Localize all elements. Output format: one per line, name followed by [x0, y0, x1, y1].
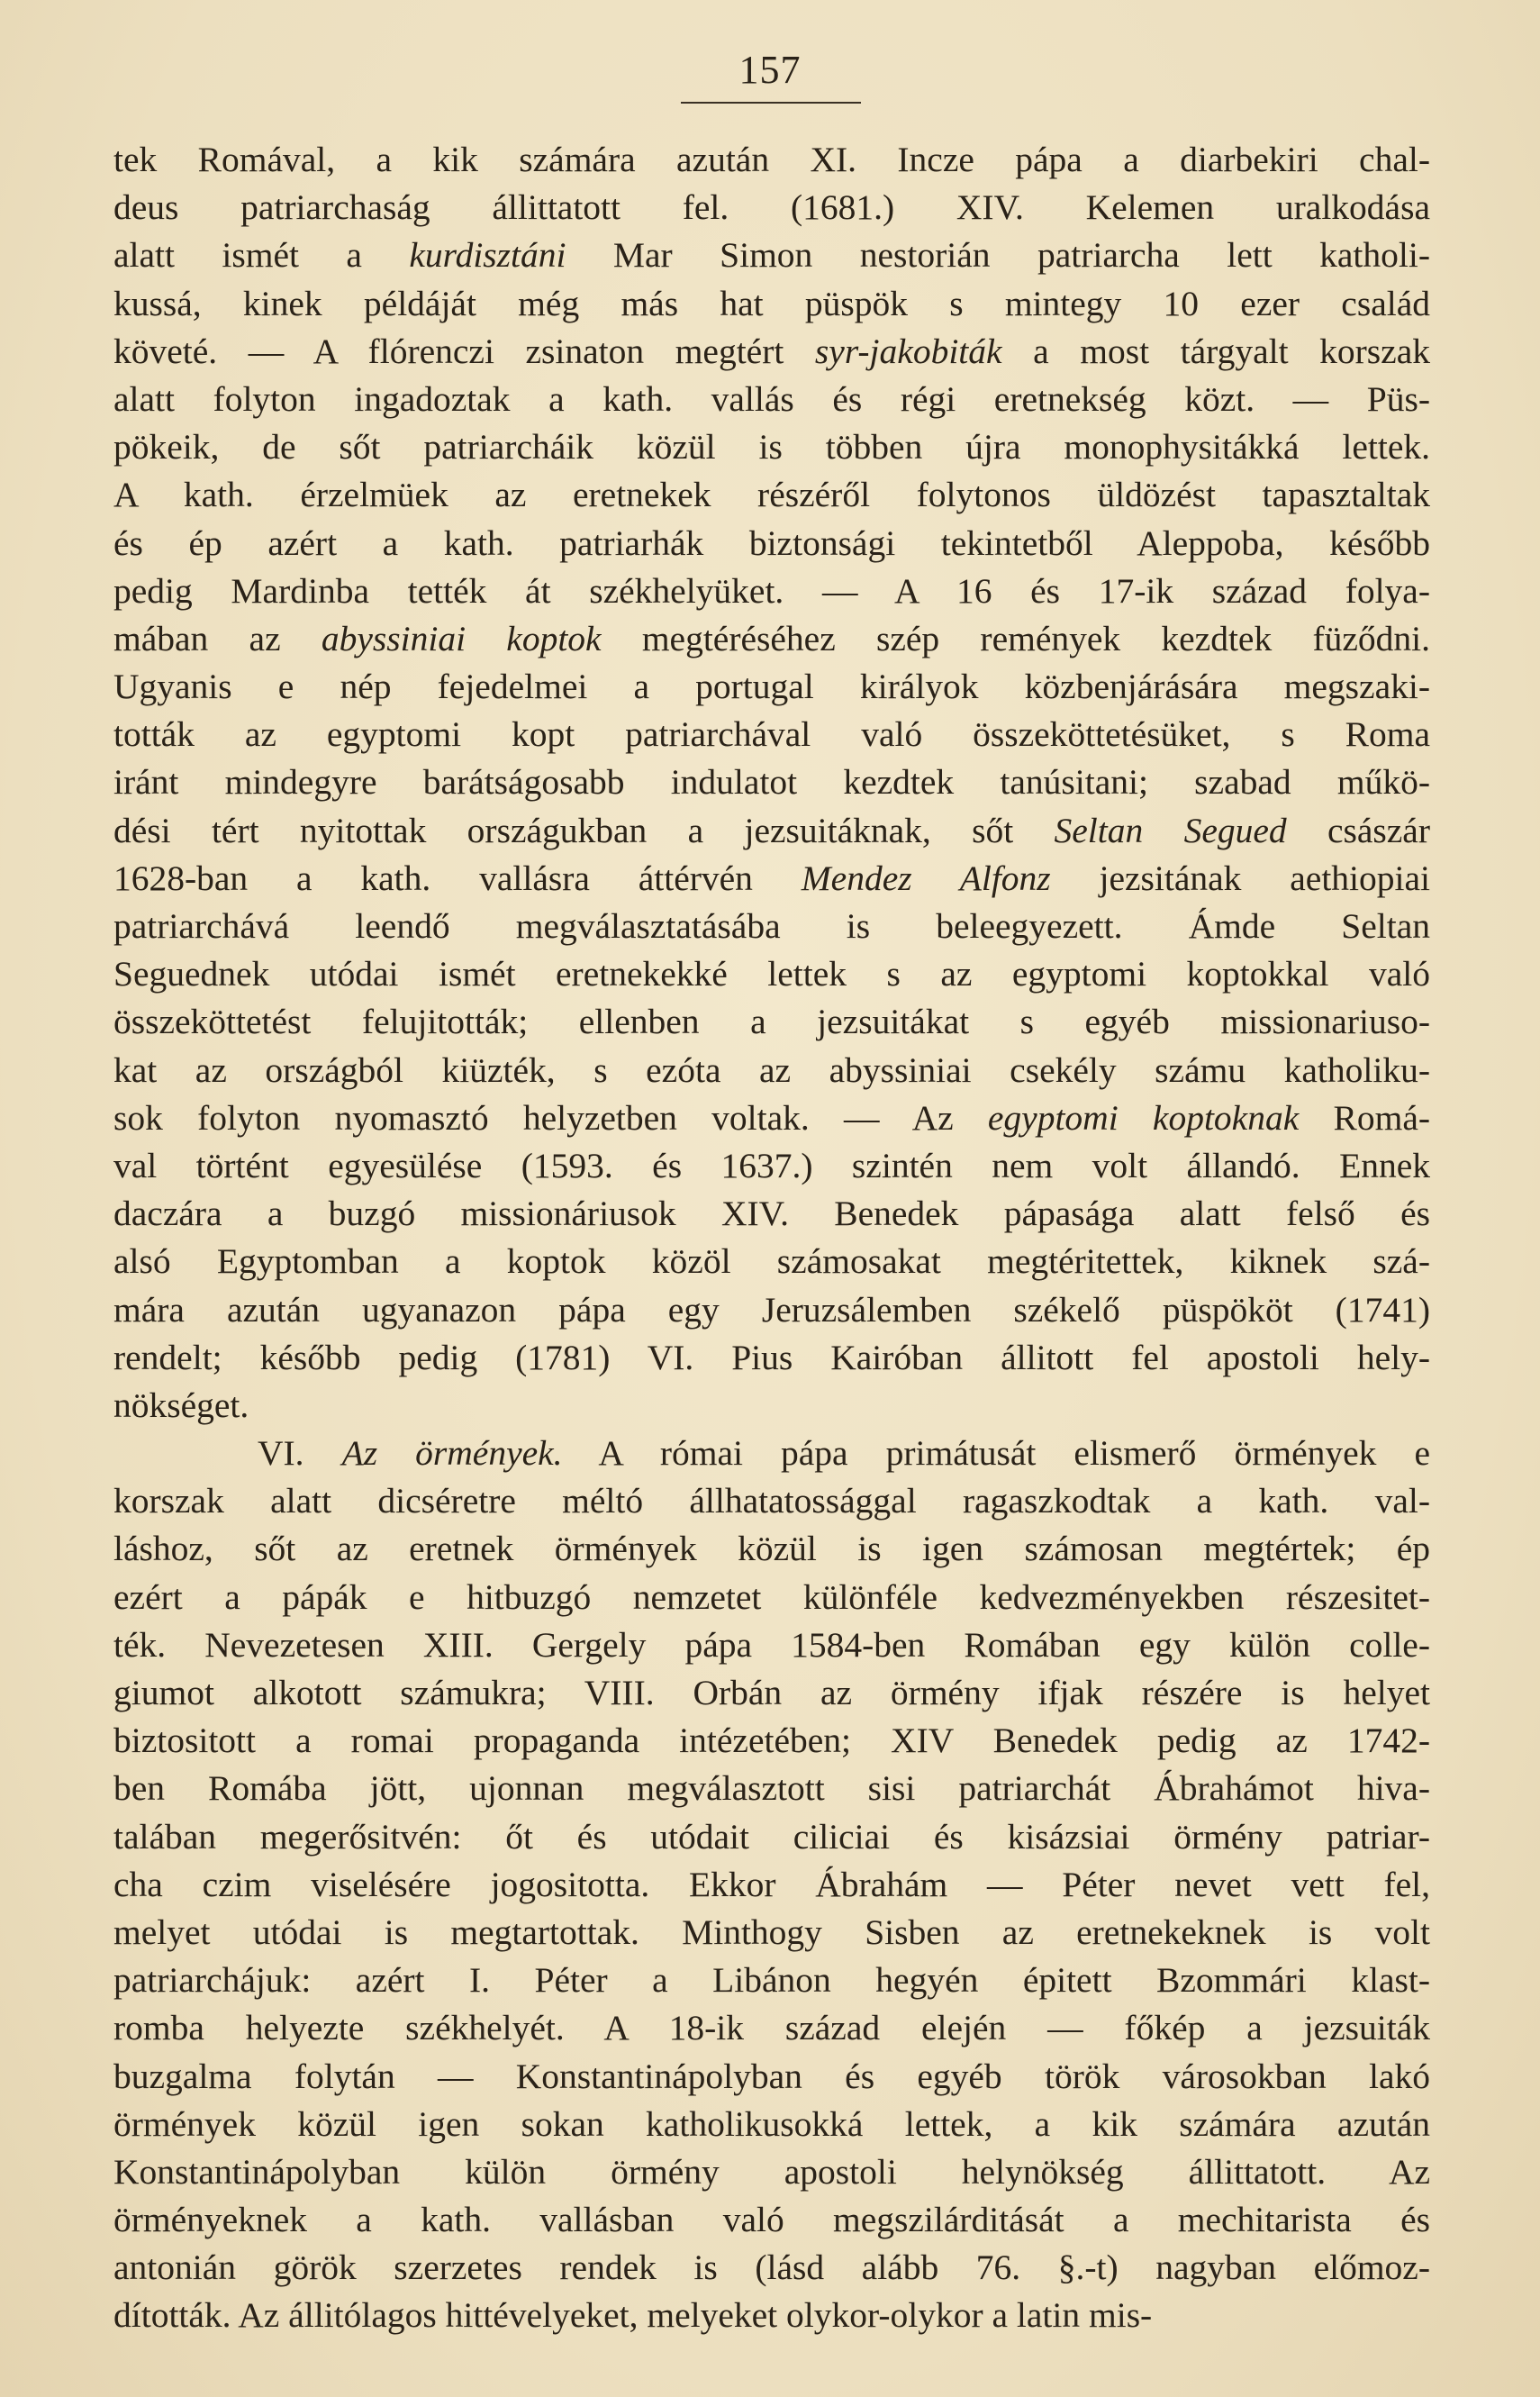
text-line [113, 471, 1430, 519]
italic-term: abyssiniai koptok [321, 618, 602, 658]
text-line [113, 1574, 1430, 1621]
text-line [113, 328, 1430, 376]
header-rule [681, 102, 861, 104]
text-line [113, 1957, 1430, 2004]
text-run: alsó Egyptomban a koptok közöl számosakat megtéritettek, kiknek szá- [113, 1241, 1430, 1282]
text-line [113, 1286, 1430, 1334]
text-run: pedig Mardinba tették át székhelyüket. — A 16 és 17-ik század folya- [113, 570, 1430, 611]
text-line [113, 1094, 1430, 1142]
text-run: korszak alatt dicséretre méltó állhatatossággal ragaszkodtak a kath. val- [113, 1481, 1430, 1521]
text-line [113, 136, 1430, 184]
text-line [113, 663, 1430, 711]
text-line [113, 2292, 1430, 2339]
text-run: kussá, kinek példáját még más hat püspök s mintegy 10 ezer család [113, 283, 1430, 323]
text-run: Mar Simon nestorián patriarcha lett katholi- [566, 235, 1430, 276]
text-run: antonián görök szerzetes rendek is (lásd alább 76. §.-t) nagyban előmoz- [113, 2247, 1430, 2288]
text-run: cha czim viselésére jogositotta. Ekkor Ábrahám — Péter nevet vett fel, [113, 1864, 1430, 1904]
text-run: összeköttetést felujitották; ellenben a jezsuitákat s egyéb missionariuso- [113, 1002, 1430, 1042]
text-line [113, 1669, 1430, 1717]
italic-term: egyptomi koptoknak [987, 1097, 1300, 1138]
text-run: láshoz, sőt az eretnek örmények közül is igen számosan megtértek; ép [113, 1529, 1430, 1569]
text-line [113, 1477, 1430, 1525]
text-line [113, 376, 1430, 423]
page-number: 157 [738, 48, 802, 92]
text-run: kat az országból kiüzték, s ezóta az abyssiniai csekély számu katholiku- [113, 1049, 1430, 1090]
text-line [113, 1525, 1430, 1573]
text-line [113, 711, 1430, 758]
text-run: Konstantinápolyban külön örmény apostoli helynökség állittatott. Az [113, 2151, 1430, 2192]
text-run: Ugyanis e nép fejedelmei a portugal királyok közbenjárására megszaki- [113, 667, 1430, 707]
italic-term: Seltan Segued [1054, 810, 1287, 850]
text-run: romba helyezte székhelyét. A 18-ik század elején — főkép a jezsuiták [113, 2008, 1430, 2048]
text-run: tották az egyptomi kopt patriarchával való összeköttetésüket, s Roma [113, 714, 1430, 755]
text-line [113, 998, 1430, 1046]
text-run: megtéréséhez szép remények kezdtek füződni. [601, 618, 1430, 658]
text-run: patriarchájuk: azért I. Péter a Libánon hegyén épitett Bzommári klast- [113, 1960, 1430, 2001]
text-run: nökséget. [113, 1385, 249, 1425]
text-run: jezsitának aethiopiai [1050, 858, 1430, 898]
text-run: iránt mindegyre barátságosabb indulatot kezdtek tanúsitani; szabad műkö- [113, 762, 1430, 803]
text-run: buzgalma folytán — Konstantinápolyban és egyéb török városokban lakó [113, 2056, 1430, 2096]
text-line [113, 2196, 1430, 2244]
text-run: örmények közül igen sokan katholikusokká lettek, a kik számára azután [113, 2103, 1430, 2144]
text-line [113, 2101, 1430, 2148]
text-line [113, 1430, 1430, 1477]
text-line [113, 903, 1430, 950]
text-line [113, 232, 1430, 279]
text-run: dították. Az állitólagos hittévelyeket, melyeket olykor-olykor a latin mis- [113, 2295, 1153, 2336]
text-run: ték. Nevezetesen XIII. Gergely pápa 1584-ben Romában egy külön colle- [113, 1624, 1430, 1665]
text-line [113, 1765, 1430, 1812]
text-line [113, 2053, 1430, 2101]
text-line [113, 855, 1430, 903]
text-run: Seguednek utódai ismét eretnekekké lettek s az egyptomi koptokkal való [113, 954, 1430, 994]
italic-term: syr-jakobiták [814, 331, 1002, 371]
text-run: alatt ismét a [113, 235, 410, 276]
text-line [113, 1190, 1430, 1238]
text-line [113, 280, 1430, 328]
text-line [113, 950, 1430, 998]
text-run: talában megerősitvén: őt és utódait ciliciai és kisázsiai örmény patriar- [113, 1816, 1430, 1857]
text-run: követé. — A flórenczi zsinaton megtért [113, 331, 815, 371]
text-line [113, 2148, 1430, 2196]
text-line [113, 1334, 1430, 1382]
text-run: deus patriarchaság állittatott fel. (1681.) XIV. Kelemen uralkodása [113, 187, 1430, 228]
text-run: sok folyton nyomasztó helyzetben voltak. — Az [113, 1097, 988, 1138]
text-run: dési tért nyitottak országukban a jezsuitáknak, sőt [113, 810, 1055, 850]
text-run: rendelt; később pedig (1781) VI. Pius Kairóban állitott fel apostoli hely- [113, 1337, 1430, 1377]
text-run: 1628-ban a kath. vallásra áttérvén [113, 858, 802, 898]
body-text [113, 136, 1430, 2340]
text-line [113, 423, 1430, 471]
text-line [113, 2004, 1430, 2052]
italic-term: kurdisztáni [409, 235, 566, 276]
text-run: A római pápa primátusát elismerő örmények e [562, 1433, 1430, 1474]
text-run: örményeknek a kath. vallásban való megszilárditását a mechitarista és [113, 2200, 1430, 2240]
text-run: és ép azért a kath. patriarhák biztonsági tekintetből Aleppoba, később [113, 522, 1430, 563]
text-run: VI. [258, 1433, 342, 1474]
text-line [113, 567, 1430, 615]
text-run: ezért a pápák e hitbuzgó nemzetet különféle kedvezményekben részesitet- [113, 1576, 1430, 1617]
text-line [113, 1142, 1430, 1190]
text-line [113, 1813, 1430, 1861]
text-line [113, 2244, 1430, 2292]
italic-term: Az örmények. [341, 1433, 563, 1474]
text-line [113, 520, 1430, 567]
text-line [113, 1047, 1430, 1094]
text-run: melyet utódai is megtartottak. Minthogy Sisben az eretnekeknek is volt [113, 1911, 1430, 1952]
text-line [113, 1621, 1430, 1669]
text-run: alatt folyton ingadoztak a kath. vallás és régi eretnekség közt. — Püs- [113, 378, 1430, 419]
text-line [113, 758, 1430, 806]
text-run: császár [1286, 810, 1430, 850]
text-line [113, 1382, 1430, 1430]
text-run: Romá- [1299, 1097, 1431, 1138]
text-run: A kath. érzelmüek az eretnekek részéről folytonos üldözést tapasztaltak [113, 475, 1430, 515]
text-line [113, 1238, 1430, 1285]
text-run: ben Romába jött, ujonnan megválasztott sisi patriarchát Ábrahámot hiva- [113, 1768, 1430, 1809]
italic-term: Mendez Alfonz [801, 858, 1051, 898]
text-run: daczára a buzgó missionáriusok XIV. Benedek pápasága alatt felső és [113, 1194, 1430, 1234]
text-run: a most tárgyalt korszak [1001, 331, 1430, 371]
text-run: val történt egyesülése (1593. és 1637.) szintén nem volt állandó. Ennek [113, 1145, 1430, 1185]
text-run: pökeik, de sőt patriarcháik közül is többen újra monophysitákká lettek. [113, 427, 1430, 468]
text-run: giumot alkotott számukra; VIII. Orbán az örmény ifjak részére is helyet [113, 1673, 1430, 1712]
text-line [113, 1909, 1430, 1957]
text-run: mára azután ugyanazon pápa egy Jeruzsálemben székelő püspököt (1741) [113, 1289, 1430, 1330]
text-run: biztositott a romai propaganda intézetében; XIV Benedek pedig az 1742- [113, 1721, 1430, 1761]
text-line [113, 184, 1430, 232]
text-run: patriarchává leendő megválasztatásába is beleegyezett. Ámde Seltan [113, 906, 1430, 946]
text-line [113, 1717, 1430, 1765]
text-run: tek Romával, a kik számára azután XI. Incze pápa a diarbekiri chal- [113, 140, 1430, 179]
text-run: mában az [113, 618, 322, 658]
text-line [113, 1861, 1430, 1909]
text-line [113, 615, 1430, 663]
text-line [113, 807, 1430, 855]
